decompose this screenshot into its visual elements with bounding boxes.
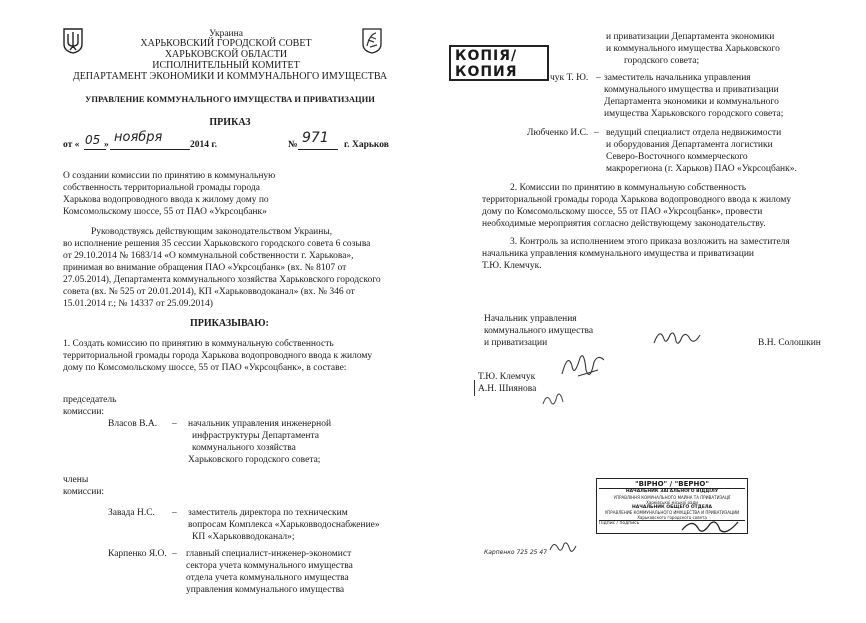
member-role: главный специалист-инженер-экономист сектора учета коммунального имущества отдела учета коммунального имущества управления коммунального имущества: [186, 549, 353, 595]
header-directorate: УПРАВЛЕНИЕ КОММУНАЛЬНОГО ИМУЩЕСТВА И ПРИВАТИЗАЦИИ: [85, 94, 375, 104]
order-number-label: №: [288, 140, 298, 150]
member-role: ведущий специалист отдела недвижимости и оборудования Департамента логистики Северо-Восточного коммерческого макрорегиона (г. Харьков) ПАО «Укрсоцбанк».: [606, 128, 797, 174]
approval-signature: [558, 348, 608, 384]
signatory-name: В.Н. Солошкин: [758, 338, 821, 348]
member-dash: –: [594, 128, 599, 138]
members-label: члены комиссии:: [63, 475, 105, 497]
order-from-label: от «: [63, 140, 80, 150]
member-dash: –: [172, 508, 177, 518]
copy-stamp: КОПІЯ/ КОПИЯ: [449, 45, 549, 81]
order-number: 971: [302, 130, 329, 146]
chair-dash: –: [172, 419, 177, 429]
member-name: Завада Н.С.: [108, 508, 155, 518]
stamp-signature: [680, 516, 740, 538]
header-council: ХАРЬКОВСКИЙ ГОРОДСКОЙ СОВЕТ: [140, 38, 312, 49]
footer-note: Карпенко 725 25 47: [484, 549, 548, 556]
order-day: 05: [85, 133, 101, 147]
member-name: Любченко И.С.: [527, 128, 589, 138]
approval-initials: [540, 388, 566, 410]
member-role: заместитель директора по техническим вопросам Комплекса «Харьковводоснабжение» КП «Харьковводоканал»;: [188, 508, 380, 542]
chair-label: председатель комиссии:: [63, 395, 117, 417]
member-name: чук Т. Ю.: [550, 73, 589, 83]
continued-role: и приватизации Департамента экономики и коммунального имущества Харьковского городского совета;: [606, 32, 780, 66]
city-emblem-icon: [362, 28, 382, 54]
coat-of-arms-icon: [63, 28, 83, 54]
doc-type-title: ПРИКАЗ: [209, 117, 251, 128]
approval-name: А.Н. Шиянова: [478, 384, 537, 394]
header-committee: ИСПОЛНИТЕЛЬНЫЙ КОМИТЕТ: [152, 60, 300, 71]
header-department: ДЕПАРТАМЕНТ ЭКОНОМИКИ И КОММУНАЛЬНОГО ИМУЩЕСТВА: [72, 71, 388, 82]
order-month: ноября: [114, 130, 163, 145]
member-name: Карпенко Я.О.: [108, 549, 167, 559]
order-heading: ПРИКАЗЫВАЮ:: [190, 318, 269, 329]
order-day-close: »: [104, 140, 109, 150]
chair-role: начальник управления инженерной инфраструктуры Департамента коммунального хозяйства Харьковского городского совета;: [188, 419, 332, 465]
chair-name: Власов В.А.: [108, 419, 158, 429]
approval-bracket: [474, 380, 479, 396]
certified-copy-stamp: "ВІРНО" / "ВЕРНО" НАЧАЛЬНИК ЗАГАЛЬНОГО ВІДДІЛУ УПРАВЛІННЯ КОМУНАЛЬНОГО МАЙНА ТА ПРИВАТИЗАЦІЇ Харківської міської ради НАЧАЛЬНИК ОБЩЕГО ОТДЕЛА УПРАВЛЕНИЕ КОММУНАЛЬНОГО ИМУЩЕСТВА И ПРИВАТИЗАЦИИ Харьковского городского совета Підпис / подпись: [596, 478, 748, 534]
executor-signature: [548, 538, 578, 556]
signatory-title: Начальник управления коммунального имущества и приватизации: [484, 314, 594, 348]
member-dash: –: [596, 73, 601, 83]
order-city: г. Харьков: [344, 140, 389, 150]
member-role: заместитель начальника управления коммунального имущества и приватизации Департамента экономики и коммунального имущества Харьковского городского совета;: [604, 73, 784, 119]
head-signature: [652, 325, 702, 351]
header-country: Украина: [209, 29, 243, 39]
approval-name: Т.Ю. Клемчук: [478, 372, 536, 382]
header-region: ХАРЬКОВСКОЙ ОБЛАСТИ: [164, 49, 288, 60]
order-year: 2014 г.: [190, 140, 217, 150]
member-dash: –: [172, 549, 177, 559]
